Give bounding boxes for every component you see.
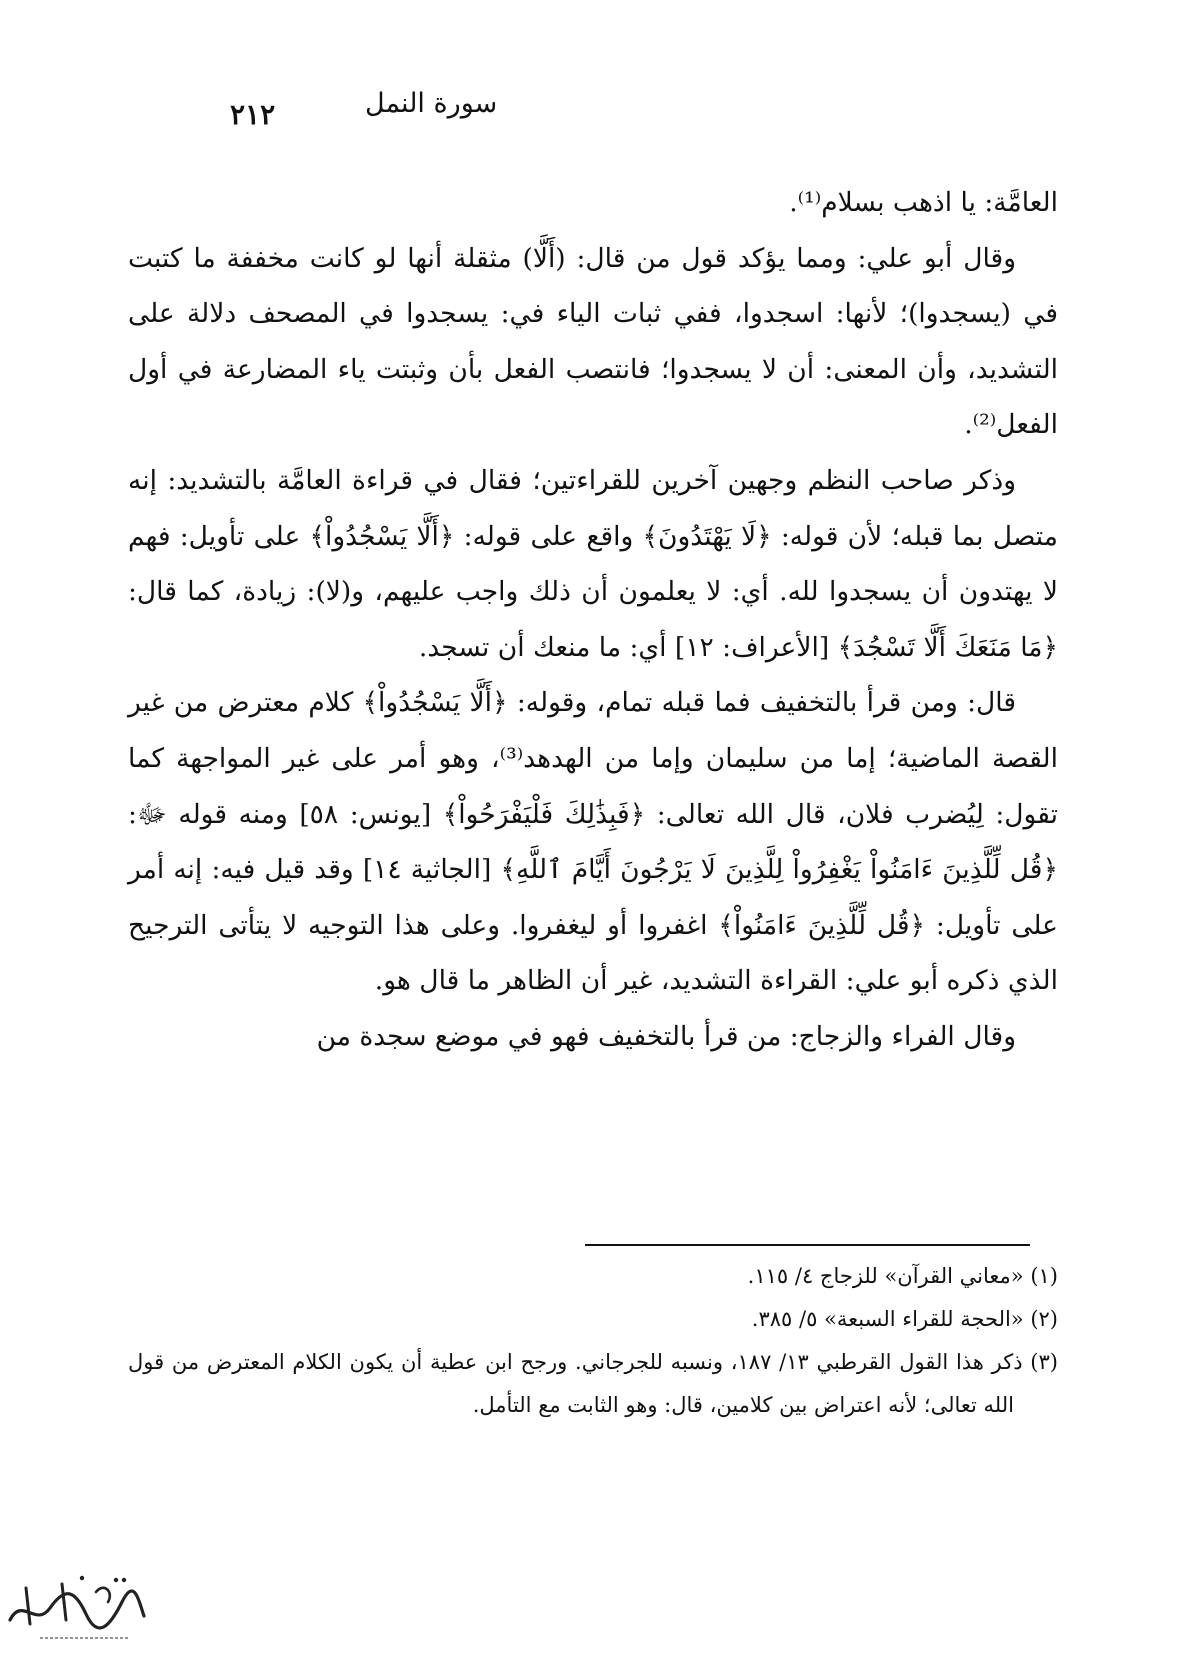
surah-title: سورة النمل [365, 88, 498, 119]
paragraph-5: وقال الفراء والزجاج: من قرأ بالتخفيف فهو في موضع سجدة من [316, 1020, 1016, 1052]
paragraph-1: العامَّة: يا اذهب بسلام⁽¹⁾. [789, 187, 1058, 218]
footnote-divider [585, 1244, 1030, 1246]
page-number: ٢١٢ [230, 98, 276, 131]
paragraph-2: وقال أبو علي: ومما يؤكد قول من قال: (أَلَّا) مثقلة أنها لو كانت مخففة ما كتبت في (يسجدوا)؛ لأنها: اسجدوا، ففي ثبات الياء في: يسجدوا في المصحف دلالة على التشديد، وأن المعنى: أن لا يسجدوا؛ فانتصب الفعل بأن وثبتت ياء المضارعة في أول الفعل⁽²⁾. [128, 242, 1058, 441]
footnotes [128, 1255, 1058, 1427]
footnote-3: (٣) ذكر هذا القول القرطبي ١٣/ ١٨٧، ونسبه للجرجاني. ورجح ابن عطية أن يكون الكلام المعترض من قول الله تعالى؛ لأنه اعتراض بين كلامين، قال: وهو الثابت مع التأمل. [128, 1350, 1058, 1417]
paragraph-3: وذكر صاحب النظم وجهين آخرين للقراءتين؛ فقال في قراءة العامَّة بالتشديد: إنه متصل بما قبله؛ لأن قوله: ﴿لَا يَهْتَدُونَ﴾ واقع على قوله: ﴿أَلَّا يَسْجُدُواْ﴾ على تأويل: فهم لا يهتدون أن يسجدوا لله. أي: لا يعلمون أن ذلك واجب عليهم، و(لا): زيادة، كما قال: ﴿مَا مَنَعَكَ أَلَّا تَسْجُدَ﴾ [الأعراف: ١٢] أي: ما منعك أن تسجد. [128, 464, 1058, 663]
page-header [130, 88, 1055, 138]
publisher-calligraphy-logo-icon [0, 1558, 150, 1650]
main-text [128, 175, 1058, 1065]
paragraph-4: قال: ومن قرأ بالتخفيف فما قبله تمام، وقوله: ﴿أَلَّا يَسْجُدُواْ﴾ كلام معترض من غير القصة الماضية؛ إما من سليمان وإما من الهدهد⁽³⁾، وهو أمر على غير المواجهة كما تقول: لِيُضرب فلان، قال الله تعالى: ﴿فَبِذَٰلِكَ فَلْيَفْرَحُواْ﴾ [يونس: ٥٨] ومنه قوله ﷻ: ﴿قُل لِّلَّذِينَ ءَامَنُواْ يَغْفِرُواْ لِلَّذِينَ لَا يَرْجُونَ أَيَّامَ ٱللَّهِ﴾ [الجاثية ١٤] وقد قيل فيه: إنه أمر على تأويل: ﴿قُل لِّلَّذِينَ ءَامَنُواْ﴾ اغفروا أو ليغفروا. وعلى هذا التوجيه لا يتأتى الترجيح الذي ذكره أبو علي: القراءة التشديد، غير أن الظاهر ما قال هو. [128, 687, 1058, 997]
footnote-1: (١) «معاني القرآن» للزجاج ٤/ ١١٥. [747, 1264, 1058, 1288]
footnote-2: (٢) «الحجة للقراء السبعة» ٥/ ٣٨٥. [751, 1307, 1058, 1331]
